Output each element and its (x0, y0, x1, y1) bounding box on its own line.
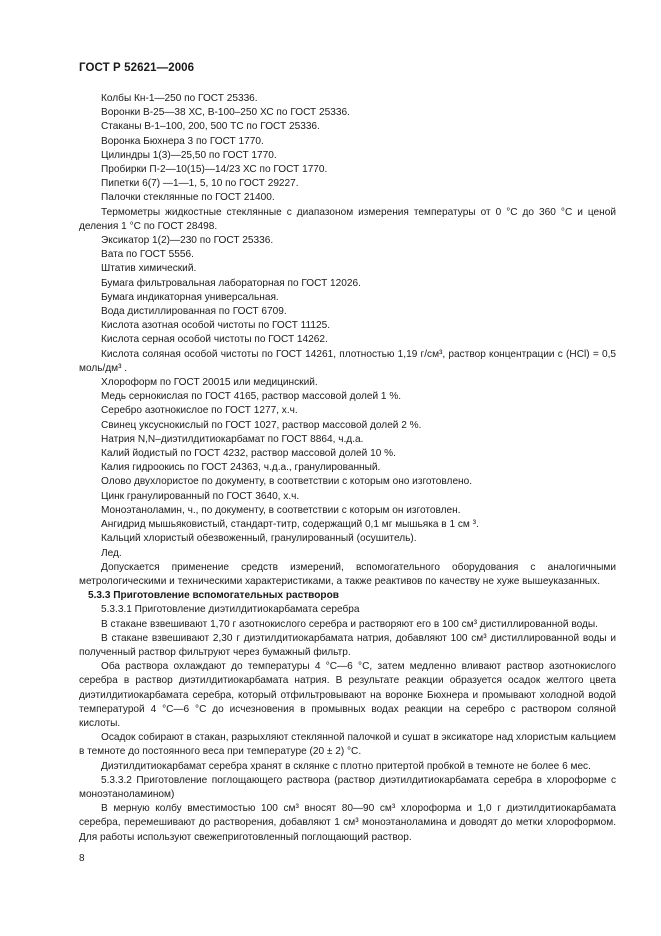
paragraph: Натрия N,N–диэтилдитиокарбамат по ГОСТ 8864, ч.д.а. (101, 433, 364, 445)
paragraph: Серебро азотнокислое по ГОСТ 1277, х.ч. (101, 405, 298, 417)
paragraph: Воронки В-25—38 ХС, В-100–250 ХС по ГОСТ 25336. (101, 107, 350, 119)
paragraph: Вата по ГОСТ 5556. (101, 249, 194, 261)
paragraph: Калий йодистый по ГОСТ 4232, раствор массовой долей 10 %. (101, 448, 396, 460)
paragraph: Кислота серная особой чистоты по ГОСТ 14262. (101, 334, 328, 346)
paragraph: 5.3.3 Приготовление вспомогательных растворов (88, 590, 339, 602)
paragraph: В мерную колбу вместимостью 100 см³ вносят 80—90 см³ хлороформа и 1,0 г диэтилдитиокарбамата серебра, перемешивают до растворения, добавляют 1 см³ моноэтаноламина и доводят до метки хлороформом. Для работы используют свежеприготовленный поглощающий раствор. (79, 803, 616, 843)
paragraph: 5.3.3.1 Приготовление диэтилдитиокарбамата серебра (101, 604, 360, 616)
paragraph: Оба раствора охлаждают до температуры 4 °С—6 °С, затем медленно вливают раствор азотнокислого серебра в раствор диэтилдитиокарбамата натрия. В результате реакции образуется осадок желтого цвета диэтилдитиокарбамата серебра, который отфильтровывают на воронке Бюхнера и промывают холодной водой температурой 4 °С—6 °С до исчезновения в промывных водах реакции на серебро с раствором соляной кислоты. (79, 661, 616, 729)
paragraph: Олово двухлористое по документу, в соответствии с которым оно изготовлено. (101, 476, 473, 488)
paragraph: Лед. (101, 547, 122, 559)
paragraph: Цинк гранулированный по ГОСТ 3640, х.ч. (101, 490, 300, 502)
document-header: ГОСТ Р 52621—2006 (79, 62, 195, 74)
paragraph: Вода дистиллированная по ГОСТ 6709. (101, 306, 287, 318)
paragraph: Ангидрид мышьяковистый, стандарт-титр, содержащий 0,1 мг мышьяка в 1 см ³. (101, 519, 479, 531)
paragraph: Штатив химический. (101, 263, 197, 275)
paragraph: Термометры жидкостные стеклянные с диапазоном измерения температуры от 0 °С до 360 °С и ценой деления 1 °С по ГОСТ 28498. (79, 206, 616, 232)
paragraph: Пробирки П-2—10(15)—14/23 ХС по ГОСТ 1770. (101, 164, 328, 176)
paragraph: Диэтилдитиокарбамат серебра хранят в склянке с плотно притертой пробкой в темноте не более 6 мес. (101, 760, 591, 772)
paragraph: Эксикатор 1(2)—230 по ГОСТ 25336. (101, 235, 274, 247)
paragraph: Кислота азотная особой чистоты по ГОСТ 11125. (101, 320, 331, 332)
paragraph: Кислота соляная особой чистоты по ГОСТ 14261, плотностью 1,19 г/см³, раствор концентрации с (HCl) = 0,5 моль/дм³ . (79, 348, 616, 374)
paragraph: Моноэтаноламин, ч., по документу, в соответствии с которым он изготовлен. (101, 504, 461, 516)
paragraph: 5.3.3.2 Приготовление поглощающего раствора (раствор диэтилдитиокарбамата серебра в хлороформе с моноэтаноламином) (79, 774, 616, 800)
paragraph: Бумага индикаторная универсальная. (101, 291, 279, 303)
paragraph: Стаканы В-1–100, 200, 500 ТС по ГОСТ 25336. (101, 121, 320, 133)
paragraph: Колбы Кн-1—250 по ГОСТ 25336. (101, 93, 258, 104)
document-body (79, 92, 616, 845)
paragraph: В стакане взвешивают 2,30 г диэтилдитиокарбамата натрия, добавляют 100 см³ дистиллированной воды и полученный раствор фильтруют через бумажный фильтр. (79, 632, 616, 658)
paragraph: Воронка Бюхнера 3 по ГОСТ 1770. (101, 135, 264, 147)
paragraph: Свинец уксуснокислый по ГОСТ 1027, раствор массовой долей 2 %. (101, 419, 422, 431)
paragraph: Палочки стеклянные по ГОСТ 21400. (101, 192, 275, 204)
paragraph: В стакане взвешивают 1,70 г азотнокислого серебра и растворяют его в 100 см³ дистиллированной воды. (101, 618, 598, 630)
paragraph: Цилиндры 1(3)—25,50 по ГОСТ 1770. (101, 149, 277, 161)
paragraph: Бумага фильтровальная лабораторная по ГОСТ 12026. (101, 277, 361, 289)
paragraph: Медь сернокислая по ГОСТ 4165, раствор массовой долей 1 %. (101, 391, 402, 403)
paragraph: Допускается применение средств измерений, вспомогательного оборудования с аналогичными метрологическими и техническими характеристиками, а также реактивов по качеству не хуже вышеуказанных. (79, 561, 616, 587)
paragraph: Хлороформ по ГОСТ 20015 или медицинский. (101, 377, 318, 389)
page-number: 8 (79, 853, 85, 864)
paragraph: Кальций хлористый обезвоженный, гранулированный (осушитель). (101, 533, 417, 545)
paragraph: Осадок собирают в стакан, разрыхляют стеклянной палочкой и сушат в эксикаторе над хлористым кальцием в темноте до постоянного веса при температуре (20 ± 2) °С. (79, 732, 616, 758)
paragraph: Калия гидроокись по ГОСТ 24363, ч.д.а., гранулированный. (101, 462, 381, 474)
paragraph: Пипетки 6(7) —1—1, 5, 10 по ГОСТ 29227. (101, 178, 299, 190)
